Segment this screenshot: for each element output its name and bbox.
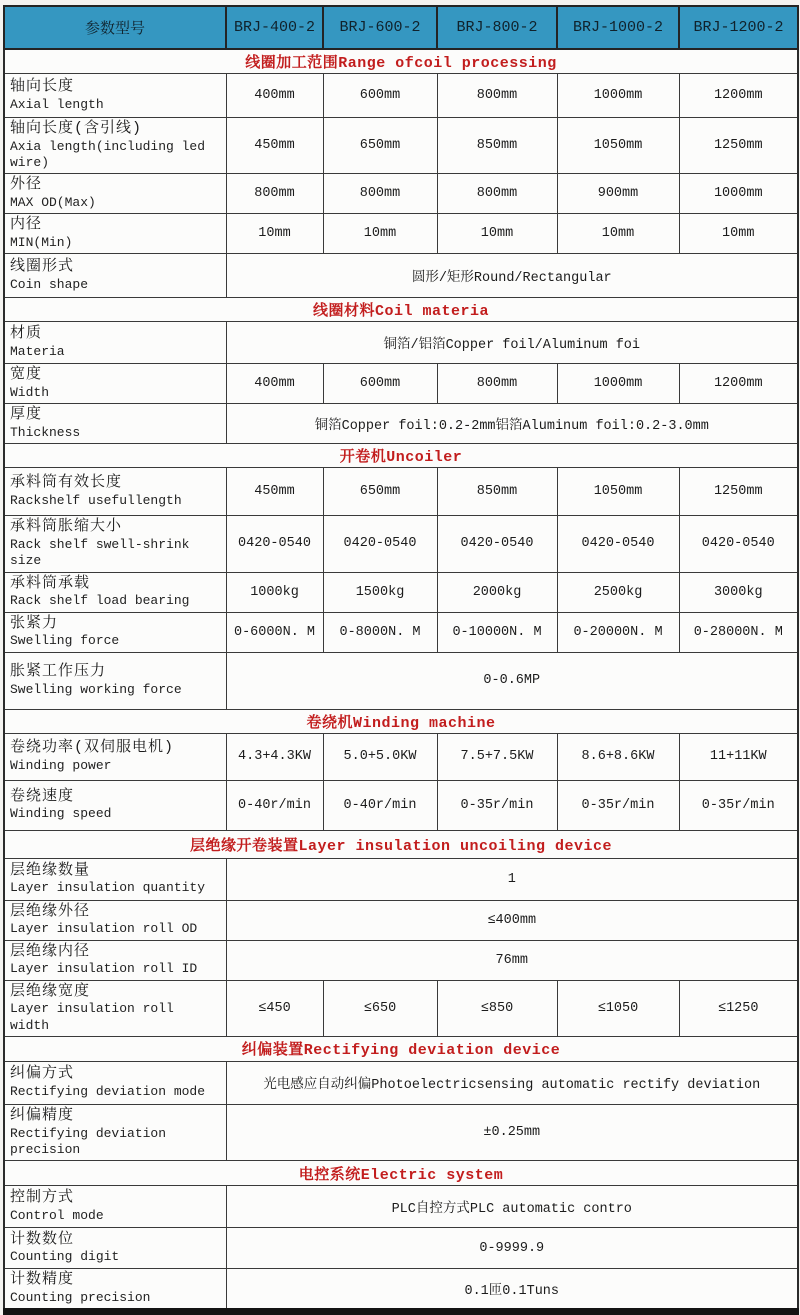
param-value: 400mm [226, 74, 323, 118]
table-row [4, 900, 798, 940]
param-label [4, 214, 226, 254]
param-value: 0-40r/min [323, 780, 437, 830]
param-value-merged: 铜箔Copper foil:0.2-2mm铝箔Aluminum foil:0.2-3.0mm [226, 404, 798, 444]
param-label-en: Rectifying deviation mode [10, 1084, 206, 1099]
param-value-merged: 0-0.6MP [226, 652, 798, 709]
param-value: 0-35r/min [557, 780, 679, 830]
table-row [4, 1228, 798, 1269]
param-label-zh: 卷绕速度 [10, 787, 75, 805]
table-row [4, 1061, 798, 1104]
table-row [4, 1269, 798, 1312]
param-label-zh: 纠偏方式 [10, 1065, 75, 1083]
param-label-zh: 层绝缘宽度 [10, 982, 91, 1000]
param-label [4, 174, 226, 214]
param-value: 2000kg [437, 572, 557, 612]
table-row [4, 404, 798, 444]
param-value: 5.0+5.0KW [323, 733, 437, 780]
table-row [4, 118, 798, 174]
param-label [4, 1228, 226, 1269]
table-row [4, 858, 798, 900]
param-label-zh: 层绝缘外径 [10, 902, 91, 920]
param-value: 0-20000N. M [557, 612, 679, 652]
param-label-zh: 承料筒承载 [10, 574, 91, 592]
param-label-zh: 控制方式 [10, 1189, 75, 1206]
param-value: 0-40r/min [226, 780, 323, 830]
section-title: 层绝缘开卷装置Layer insulation uncoiling device [4, 830, 798, 858]
param-label-zh: 承料筒有效长度 [10, 474, 123, 492]
param-value: 1050mm [557, 468, 679, 516]
param-label-en: Materia [10, 344, 65, 359]
spec-table [3, 5, 799, 1315]
param-label [4, 322, 226, 364]
param-label-en: MIN(Min) [10, 235, 73, 250]
table-row [4, 174, 798, 214]
param-value: 0420-0540 [226, 516, 323, 572]
param-label-en: Layer insulation roll width [10, 1001, 174, 1033]
param-label [4, 364, 226, 404]
param-value: 7.5+7.5KW [437, 733, 557, 780]
param-label [4, 516, 226, 572]
param-value: 0420-0540 [679, 516, 798, 572]
param-label [4, 900, 226, 940]
param-label [4, 652, 226, 709]
param-label-en: Swelling working force [10, 681, 182, 697]
param-value: 0420-0540 [557, 516, 679, 572]
param-value: 1000mm [679, 174, 798, 214]
table-row [4, 940, 798, 980]
param-value-merged: 0.1匝0.1Tuns [226, 1269, 798, 1312]
model-header: BRJ-600-2 [323, 6, 437, 49]
param-value: 4.3+4.3KW [226, 733, 323, 780]
param-label-en: Coin shape [10, 277, 89, 292]
param-label-en: Control mode [10, 1207, 104, 1223]
param-label [4, 1061, 226, 1104]
param-value: 1200mm [679, 364, 798, 404]
param-value: 0-10000N. M [437, 612, 557, 652]
table-row [4, 74, 798, 118]
param-label-zh: 胀紧工作压力 [10, 663, 107, 680]
table-row [4, 780, 798, 830]
param-value-merged: 0-9999.9 [226, 1228, 798, 1269]
table-row [4, 980, 798, 1036]
param-value: 900mm [557, 174, 679, 214]
section-title-row [4, 49, 798, 74]
param-value: 800mm [437, 174, 557, 214]
section-title: 开卷机Uncoiler [4, 444, 798, 468]
param-label-zh: 厚度 [10, 406, 43, 424]
param-label-zh: 宽度 [10, 366, 43, 384]
param-value: 10mm [679, 214, 798, 254]
param-label-zh: 线圈形式 [10, 258, 75, 276]
param-label-zh: 材质 [10, 325, 43, 343]
param-value: 600mm [323, 74, 437, 118]
param-value: 850mm [437, 118, 557, 174]
param-value-merged: PLC自控方式PLC automatic contro [226, 1186, 798, 1228]
section-title-row [4, 1036, 798, 1061]
param-label [4, 858, 226, 900]
param-label [4, 940, 226, 980]
param-value: 400mm [226, 364, 323, 404]
param-label-zh: 外径 [10, 176, 43, 194]
param-label [4, 404, 226, 444]
param-label-zh: 张紧力 [10, 614, 59, 632]
table-header-row [4, 6, 798, 49]
param-value: 1050mm [557, 118, 679, 174]
param-value: 10mm [226, 214, 323, 254]
param-label-en: Rackshelf usefullength [10, 493, 182, 508]
param-label [4, 1269, 226, 1312]
table-row [4, 652, 798, 709]
table-row [4, 364, 798, 404]
table-row [4, 1186, 798, 1228]
param-label-zh: 计数数位 [10, 1230, 75, 1248]
param-label-en: Rack shelf swell-shrink size [10, 537, 190, 569]
param-label-en: Layer insulation roll OD [10, 921, 198, 937]
param-label [4, 612, 226, 652]
param-value: 1000mm [557, 364, 679, 404]
param-value: 0-6000N. M [226, 612, 323, 652]
param-value-merged: 圆形/矩形Round/Rectangular [226, 254, 798, 298]
param-label [4, 980, 226, 1036]
param-value: 800mm [323, 174, 437, 214]
param-label-zh: 卷绕功率(双伺服电机) [10, 739, 175, 756]
table-row [4, 572, 798, 612]
param-value: 8.6+8.6KW [557, 733, 679, 780]
section-title: 线圈加工范围Range ofcoil processing [4, 49, 798, 74]
param-label [4, 468, 226, 516]
param-label-zh: 纠偏精度 [10, 1106, 75, 1124]
param-value: 800mm [437, 364, 557, 404]
param-label-en: Counting precision [10, 1289, 151, 1305]
model-header: BRJ-1000-2 [557, 6, 679, 49]
section-title-row [4, 444, 798, 468]
param-label-en: Swelling force [10, 633, 120, 649]
param-value: 1000kg [226, 572, 323, 612]
param-label-en: Rack shelf load bearing [10, 593, 190, 609]
param-label-en: Axia length(including led wire) [10, 138, 206, 170]
param-value: 0-35r/min [679, 780, 798, 830]
section-title: 纠偏装置Rectifying deviation device [4, 1036, 798, 1061]
param-label [4, 1104, 226, 1160]
param-value-merged: ±0.25mm [226, 1104, 798, 1160]
param-value: 10mm [557, 214, 679, 254]
param-value: 1250mm [679, 118, 798, 174]
param-value: 850mm [437, 468, 557, 516]
param-value: ≤1250 [679, 980, 798, 1036]
section-title-row [4, 709, 798, 733]
param-value: ≤1050 [557, 980, 679, 1036]
param-label-en: Winding speed [10, 806, 112, 822]
param-label-zh: 内径 [10, 216, 43, 234]
param-label [4, 572, 226, 612]
param-value: ≤650 [323, 980, 437, 1036]
param-label-en: Counting digit [10, 1249, 120, 1265]
param-value: 0-8000N. M [323, 612, 437, 652]
param-label [4, 1186, 226, 1228]
param-label-en: Layer insulation quantity [10, 880, 206, 896]
table-row [4, 733, 798, 780]
param-value: 0420-0540 [323, 516, 437, 572]
param-value: 450mm [226, 468, 323, 516]
param-value: 800mm [226, 174, 323, 214]
param-value-merged: 76mm [226, 940, 798, 980]
model-header: BRJ-400-2 [226, 6, 323, 49]
param-value-merged: 1 [226, 858, 798, 900]
param-label-en: MAX OD(Max) [10, 195, 96, 210]
param-value: 650mm [323, 118, 437, 174]
param-value: 0-35r/min [437, 780, 557, 830]
param-value: ≤850 [437, 980, 557, 1036]
param-value-merged: ≤400mm [226, 900, 798, 940]
table-row [4, 516, 798, 572]
param-value: ≤450 [226, 980, 323, 1036]
param-value: 2500kg [557, 572, 679, 612]
table-row [4, 322, 798, 364]
param-value: 1500kg [323, 572, 437, 612]
param-label [4, 733, 226, 780]
table-row [4, 468, 798, 516]
param-value: 10mm [323, 214, 437, 254]
param-label [4, 780, 226, 830]
param-label [4, 254, 226, 298]
param-model-header: 参数型号 [4, 6, 226, 49]
table-row [4, 254, 798, 298]
section-title-row [4, 1161, 798, 1186]
param-value: 3000kg [679, 572, 798, 612]
param-label-en: Winding power [10, 757, 112, 773]
param-value: 450mm [226, 118, 323, 174]
section-title: 卷绕机Winding machine [4, 709, 798, 733]
param-label-en: Thickness [10, 425, 81, 440]
param-label-zh: 承料筒胀缩大小 [10, 518, 123, 536]
section-title: 线圈材料Coil materia [4, 298, 798, 322]
param-value-merged: 光电感应自动纠偏Photoelectricsensing automatic rectify deviation [226, 1061, 798, 1104]
param-label [4, 74, 226, 118]
param-label-zh: 层绝缘内径 [10, 942, 91, 960]
param-label-zh: 轴向长度(含引线) [10, 120, 143, 137]
param-value-merged: 铜箔/铝箔Copper foil/Aluminum foi [226, 322, 798, 364]
param-value: 650mm [323, 468, 437, 516]
param-label [4, 118, 226, 174]
param-label-zh: 计数精度 [10, 1271, 75, 1288]
table-row [4, 214, 798, 254]
section-title-row [4, 298, 798, 322]
param-value: 0420-0540 [437, 516, 557, 572]
param-value: 800mm [437, 74, 557, 118]
param-label-en: Rectifying deviation precision [10, 1125, 167, 1157]
param-label-en: Layer insulation roll ID [10, 961, 198, 977]
param-value: 0-28000N. M [679, 612, 798, 652]
section-title-row [4, 830, 798, 858]
param-value: 600mm [323, 364, 437, 404]
param-value: 1200mm [679, 74, 798, 118]
table-row [4, 612, 798, 652]
param-label-zh: 层绝缘数量 [10, 861, 91, 879]
param-value: 10mm [437, 214, 557, 254]
param-label-en: Width [10, 385, 50, 400]
param-value: 1250mm [679, 468, 798, 516]
param-value: 11+11KW [679, 733, 798, 780]
model-header: BRJ-800-2 [437, 6, 557, 49]
section-title: 电控系统Electric system [4, 1161, 798, 1186]
param-label-zh: 轴向长度 [10, 78, 75, 95]
param-value: 1000mm [557, 74, 679, 118]
model-header: BRJ-1200-2 [679, 6, 798, 49]
param-label-en: Axial length [10, 96, 104, 112]
table-row [4, 1104, 798, 1160]
